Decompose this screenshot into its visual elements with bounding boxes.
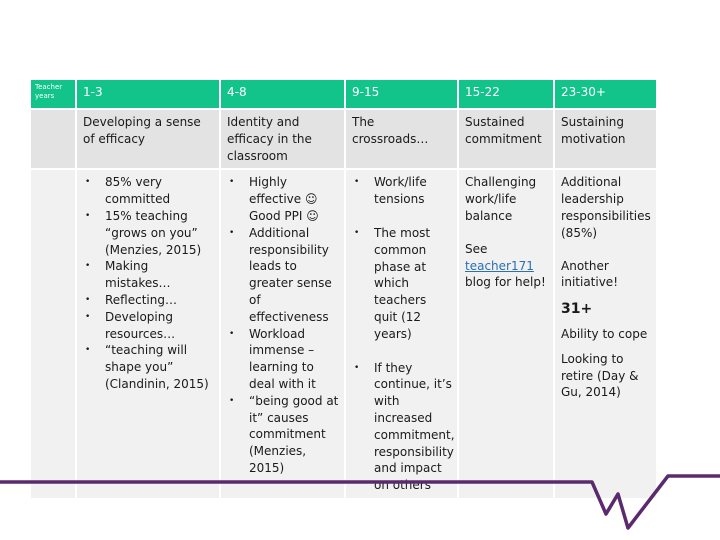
header-col-5: 23-30+	[555, 80, 658, 110]
bullet-list-2	[227, 174, 340, 476]
footer-line	[0, 476, 720, 528]
bullet-list-1	[83, 174, 215, 392]
phase-title-5: Sustaining motivation	[555, 110, 658, 170]
header-col-1: 1-3	[77, 80, 221, 110]
phase-title-4: Sustained commitment	[459, 110, 555, 170]
header-col-3: 9-15	[346, 80, 459, 110]
list-item: • Making mistakes…	[83, 258, 215, 292]
see-label: See	[465, 241, 488, 256]
header-row	[31, 80, 658, 110]
list-item: • Additional responsibility leads to greater sense of effectiveness	[227, 225, 340, 326]
phase-title-1: Developing a sense of efficacy	[77, 110, 221, 170]
row-label-cell	[31, 110, 77, 170]
header-col-4: 15-22	[459, 80, 555, 110]
header-col-2: 4-8	[221, 80, 346, 110]
list-item: • Workload immense – learning to deal with it	[227, 326, 340, 393]
phase-detail-3	[346, 170, 459, 500]
bullet-list-3	[352, 174, 453, 494]
footer-wave-decoration	[0, 470, 720, 540]
phase-title-row	[31, 110, 658, 170]
list-item: • “being good at it” causes commitment (Menzies, 2015)	[227, 393, 340, 477]
teacher-phases-table	[31, 80, 658, 500]
blog-help-text: blog for help!	[465, 275, 546, 290]
phase-title-2: Identity and efficacy in the classroom	[221, 110, 346, 170]
row-label-cell	[31, 170, 77, 500]
header-label-teacher-years: Teacher years	[31, 80, 77, 110]
initiative-note: Another initiative!	[561, 258, 618, 290]
phase-title-3: The crossroads…	[346, 110, 459, 170]
phase-detail-1	[77, 170, 221, 500]
list-item: • Highly effective ☺ Good PPI ☺	[227, 174, 340, 224]
phase-detail-2	[221, 170, 346, 500]
list-item: • 85% very committed	[83, 174, 215, 208]
teacher171-link[interactable]: teacher171	[465, 258, 534, 273]
phase-detail-4	[459, 170, 555, 500]
blog-note	[465, 241, 549, 291]
list-item: • “teaching will shape you” (Clandinin, 2015)	[83, 342, 215, 392]
leadership-note: Additional leadership responsibilities (85%)	[561, 175, 651, 240]
list-item: • If they continue, it’s with increased commitment, responsibility and impact on others	[352, 360, 453, 494]
list-item: • 15% teaching “grows on you” (Menzies, 2015)	[83, 208, 215, 258]
phase-detail-row	[31, 170, 658, 500]
retire-note: Looking to retire (Day & Gu, 2014)	[561, 351, 639, 400]
balance-note: Challenging work/life balance	[465, 175, 537, 223]
phase-31-heading: 31+	[561, 301, 593, 318]
phase-detail-5	[555, 170, 658, 500]
list-item: • The most common phase at which teachers quit (12 years)	[352, 225, 453, 343]
list-item: • Developing resources…	[83, 309, 215, 343]
cope-note: Ability to cope	[561, 326, 648, 341]
list-item: • Reflecting…	[83, 292, 215, 309]
list-item: • Work/life tensions	[352, 174, 453, 208]
